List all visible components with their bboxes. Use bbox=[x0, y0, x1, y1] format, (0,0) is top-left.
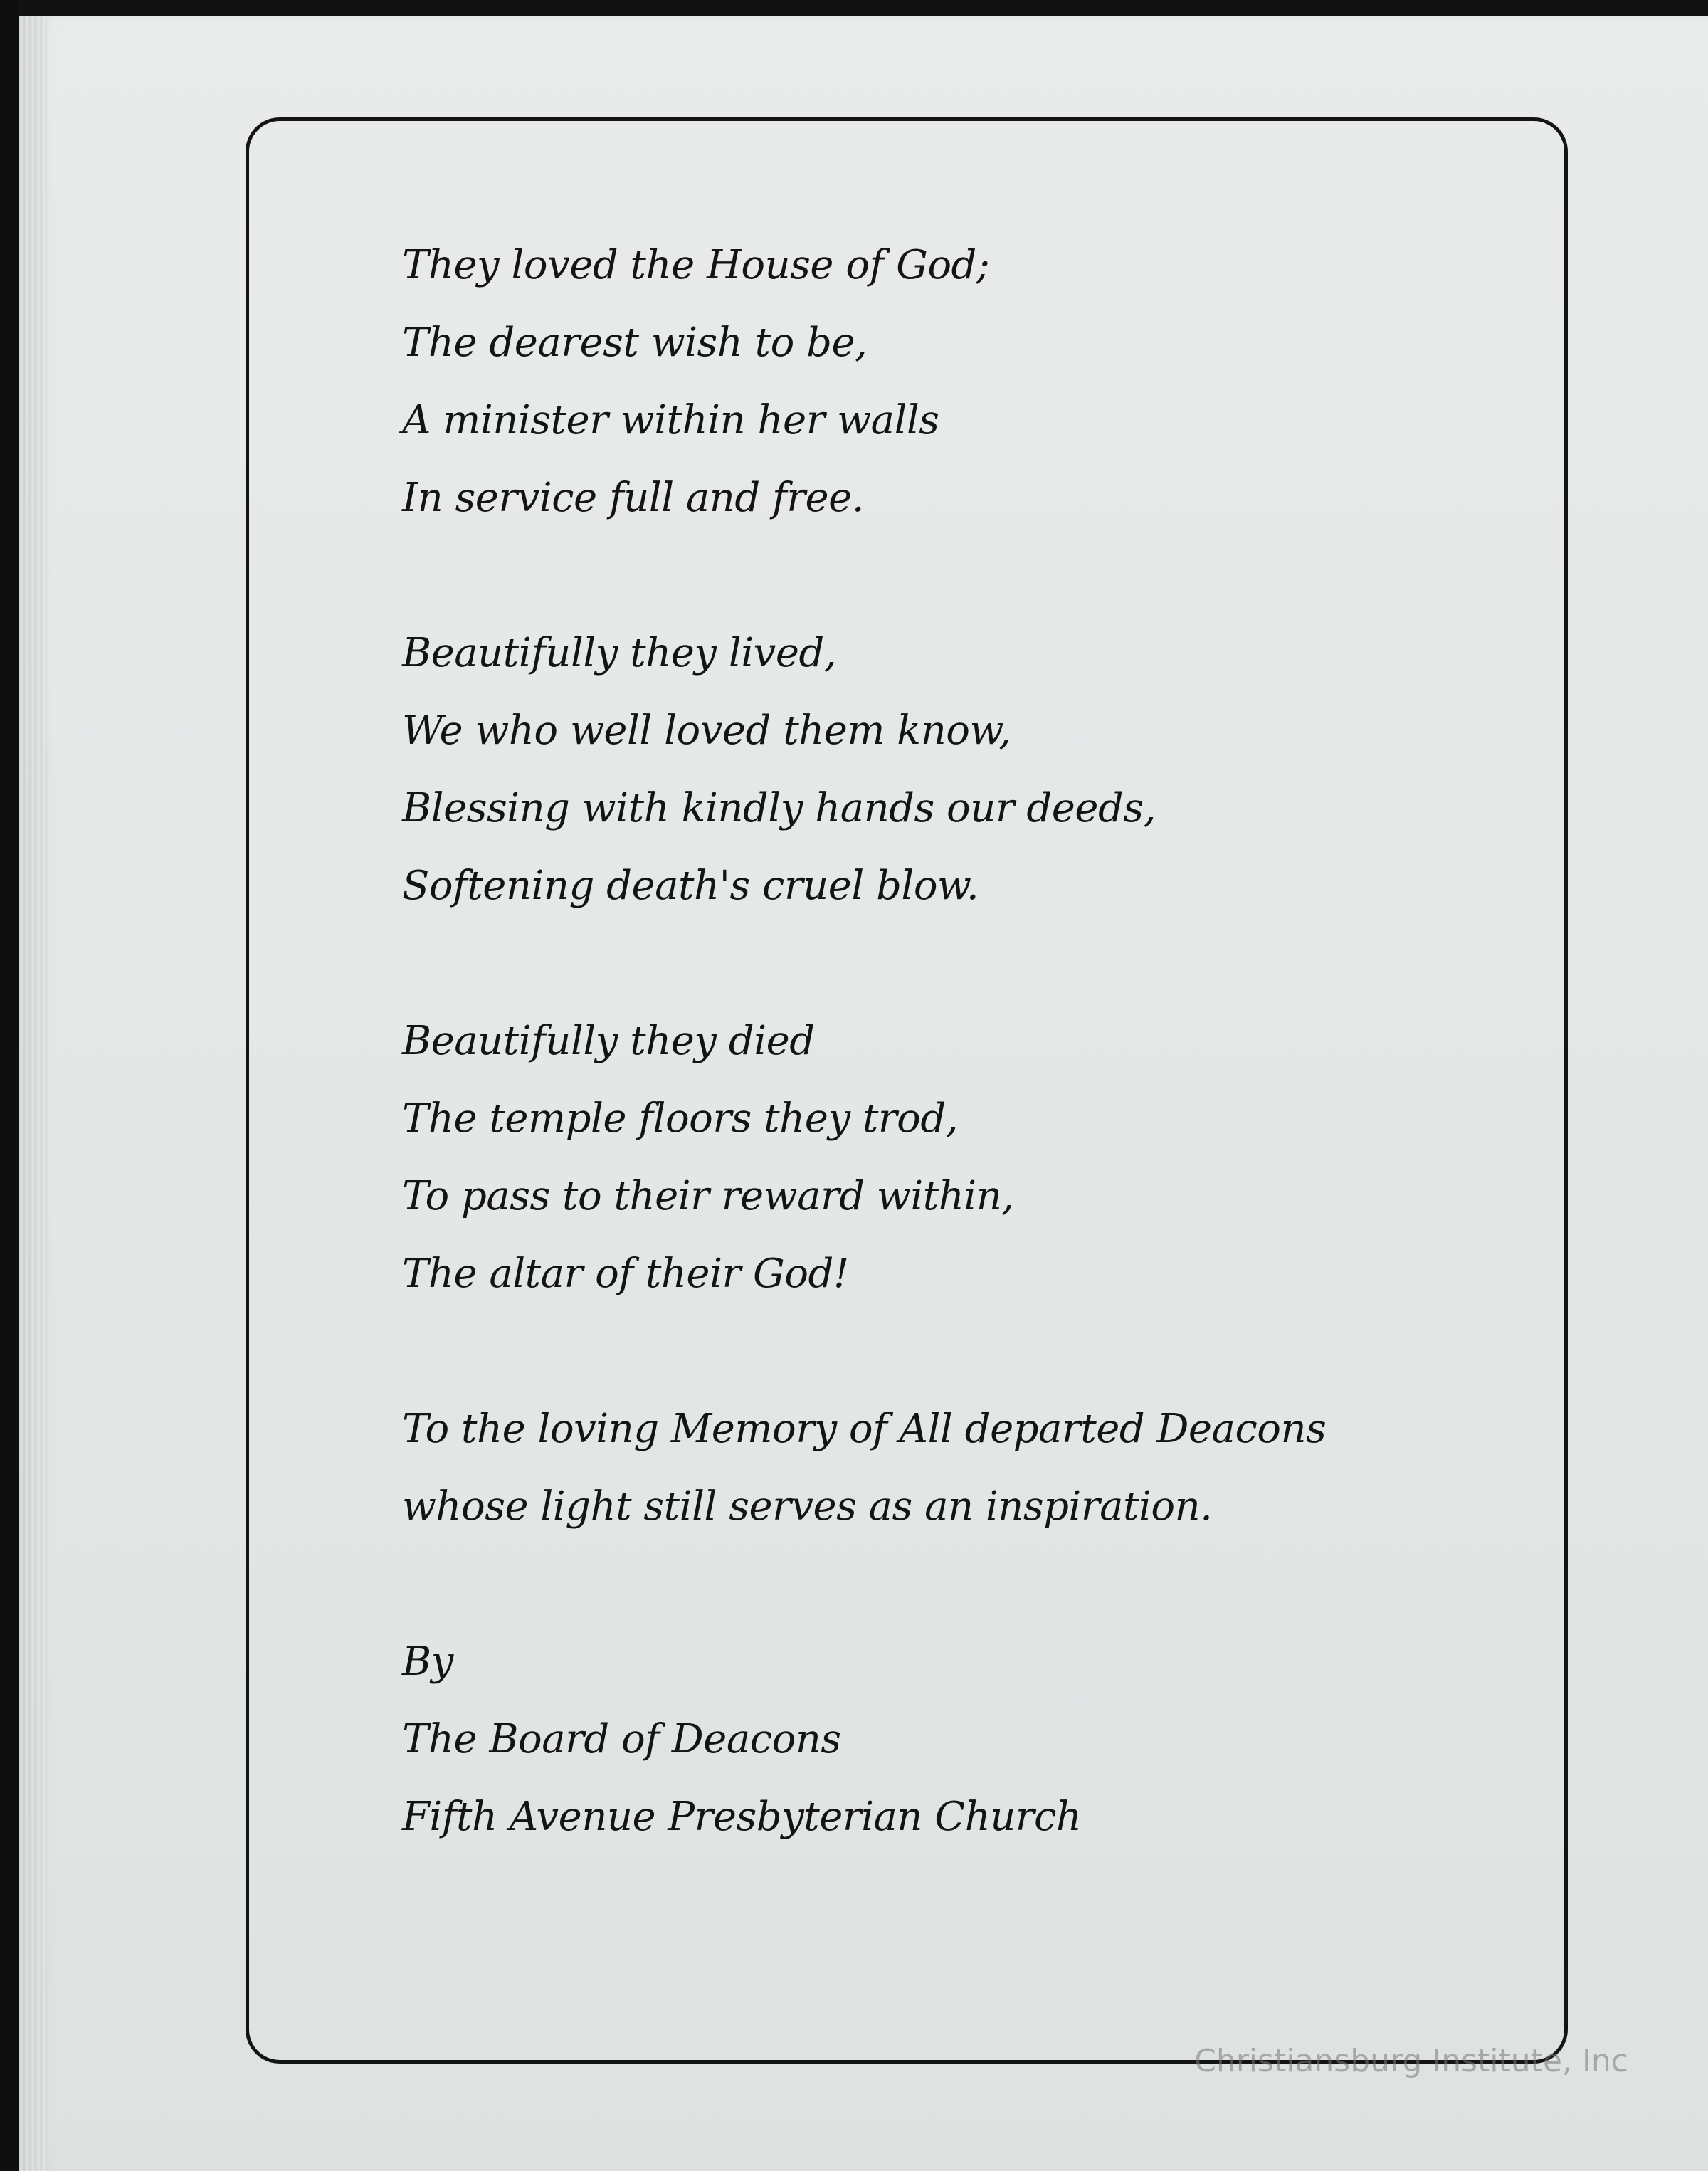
poem-text bbox=[402, 226, 1470, 1856]
poem-line: Beautifully they lived, bbox=[402, 630, 837, 676]
dedication-line: To the loving Memory of All departed Deacons bbox=[402, 1406, 1327, 1452]
signature-line: Fifth Avenue Presbyterian Church bbox=[402, 1794, 1082, 1840]
poem-line: The dearest wish to be, bbox=[402, 320, 868, 366]
poem-line: Beautifully they died bbox=[402, 1018, 815, 1064]
poem-line: In service full and free. bbox=[402, 475, 865, 521]
poem-line: The temple floors they trod, bbox=[402, 1095, 958, 1142]
poem-line: They loved the House of God; bbox=[402, 242, 990, 288]
signature-line: By bbox=[402, 1639, 453, 1685]
watermark-text: Christiansburg Institute, Inc bbox=[1194, 2043, 1628, 2079]
signature-line: The Board of Deacons bbox=[402, 1716, 841, 1762]
poem-line: We who well loved them know, bbox=[402, 708, 1011, 754]
stanza-gap bbox=[402, 537, 1470, 614]
stanza-gap bbox=[402, 1545, 1470, 1623]
stanza-gap bbox=[402, 1313, 1470, 1390]
poem-line: A minister within her walls bbox=[402, 397, 939, 443]
scan-background-left bbox=[0, 0, 19, 2171]
poem-line: Blessing with kindly hands our deeds, bbox=[402, 785, 1156, 831]
stanza-gap bbox=[402, 925, 1470, 1002]
poem-line: Softening death's cruel blow. bbox=[402, 863, 979, 909]
dedication-line: whose light still serves as an inspiration. bbox=[402, 1483, 1213, 1530]
poem-line: To pass to their reward within, bbox=[402, 1173, 1014, 1219]
page-stack-edge bbox=[19, 16, 47, 2171]
poem-line: The altar of their God! bbox=[402, 1251, 849, 1297]
